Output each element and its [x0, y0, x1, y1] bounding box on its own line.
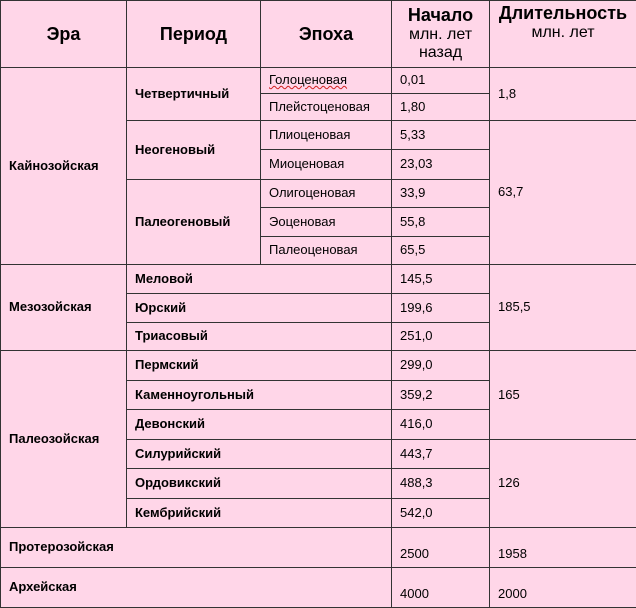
start-miocene: 23,03 — [392, 150, 490, 180]
period-cambrian: Кембрийский — [127, 499, 392, 528]
header-period: Период — [127, 1, 261, 68]
start-archean: 4000 — [392, 568, 490, 608]
period-neogene: Неогеновый — [127, 121, 261, 180]
start-proterozoic: 2500 — [392, 528, 490, 568]
start-pliocene: 5,33 — [392, 121, 490, 150]
header-duration-unit: млн. лет — [498, 24, 628, 42]
header-duration-title: Длительность — [498, 3, 628, 24]
duration-neogene-paleogene: 63,7 — [490, 121, 636, 265]
era-proterozoic: Протерозойская — [1, 528, 392, 568]
period-permian: Пермский — [127, 351, 392, 381]
start-eocene: 55,8 — [392, 208, 490, 237]
epoch-pliocene: Плиоценовая — [261, 121, 392, 150]
start-cambrian: 542,0 — [392, 499, 490, 528]
header-start-title: Начало — [400, 5, 481, 26]
period-quaternary: Четвертичный — [127, 68, 261, 121]
start-ordovician: 488,3 — [392, 469, 490, 499]
start-carboniferous: 359,2 — [392, 381, 490, 410]
header-duration — [490, 1, 636, 68]
start-holocene: 0,01 — [392, 68, 490, 94]
epoch-holocene-label: Голоценовая — [269, 72, 347, 87]
header-row — [1, 1, 636, 68]
duration-mesozoic: 185,5 — [490, 265, 636, 351]
start-cretaceous: 145,5 — [392, 265, 490, 294]
era-paleozoic: Палеозойская — [1, 351, 127, 528]
start-paleocene: 65,5 — [392, 237, 490, 265]
epoch-paleocene: Палеоценовая — [261, 237, 392, 265]
period-cretaceous: Меловой — [127, 265, 392, 294]
header-era: Эра — [1, 1, 127, 68]
period-ordovician: Ордовикский — [127, 469, 392, 499]
period-jurassic: Юрский — [127, 294, 392, 323]
header-start — [392, 1, 490, 68]
table-row — [1, 568, 636, 608]
duration-proterozoic: 1958 — [490, 528, 636, 568]
era-cenozoic: Кайнозойская — [1, 68, 127, 265]
era-archean: Архейская — [1, 568, 392, 608]
epoch-pleistocene: Плейстоценовая — [261, 94, 392, 121]
header-epoch: Эпоха — [261, 1, 392, 68]
period-triassic: Триасовый — [127, 323, 392, 351]
epoch-oligocene: Олигоценовая — [261, 180, 392, 208]
period-paleogene: Палеогеновый — [127, 180, 261, 265]
duration-paleozoic-upper: 165 — [490, 351, 636, 440]
era-mesozoic: Мезозойская — [1, 265, 127, 351]
duration-archean: 2000 — [490, 568, 636, 608]
start-pleistocene: 1,80 — [392, 94, 490, 121]
epoch-holocene — [261, 68, 392, 94]
header-start-ago: назад — [400, 44, 481, 62]
table-row — [1, 68, 636, 94]
epoch-eocene: Эоценовая — [261, 208, 392, 237]
start-jurassic: 199,6 — [392, 294, 490, 323]
start-triassic: 251,0 — [392, 323, 490, 351]
duration-paleozoic-lower: 126 — [490, 440, 636, 528]
start-permian: 299,0 — [392, 351, 490, 381]
header-start-unit: млн. лет — [400, 26, 481, 44]
epoch-miocene: Миоценовая — [261, 150, 392, 180]
start-silurian: 443,7 — [392, 440, 490, 469]
period-carboniferous: Каменноугольный — [127, 381, 392, 410]
duration-quaternary: 1,8 — [490, 68, 636, 121]
table-row — [1, 351, 636, 381]
table-row — [1, 265, 636, 294]
table-row — [1, 528, 636, 568]
period-silurian: Силурийский — [127, 440, 392, 469]
start-devonian: 416,0 — [392, 410, 490, 440]
period-devonian: Девонский — [127, 410, 392, 440]
start-oligocene: 33,9 — [392, 180, 490, 208]
